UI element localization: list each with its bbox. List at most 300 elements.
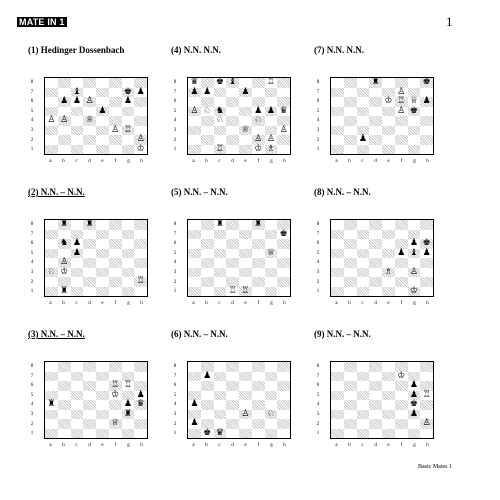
chess-piece-icon: ♖ [123, 380, 132, 391]
chess-piece-icon: ♔ [397, 370, 406, 381]
file-label: g [413, 301, 416, 306]
rank-label: 5 [316, 392, 320, 398]
rank-label: 4 [316, 118, 320, 124]
file-label: g [270, 159, 273, 164]
puzzle-8 [171, 329, 327, 448]
chess-piece-icon: ♚ [215, 77, 224, 88]
file-label: h [283, 443, 286, 448]
chess-piece-icon: ♕ [111, 418, 120, 429]
square-e5 [96, 107, 109, 117]
file-labels [187, 159, 291, 164]
square-f7 [395, 230, 408, 240]
square-g1 [122, 145, 135, 155]
square-d3 [226, 410, 239, 420]
square-a8 [331, 362, 344, 372]
square-h4 [134, 258, 147, 268]
square-g3 [408, 126, 421, 136]
square-d5 [226, 249, 239, 259]
square-g4 [265, 116, 278, 126]
square-b7 [58, 372, 71, 382]
square-e6 [96, 381, 109, 391]
square-b3 [201, 410, 214, 420]
chess-piece-icon: ♞ [60, 238, 69, 249]
square-b4 [58, 400, 71, 410]
square-b7 [344, 230, 357, 240]
square-c1 [71, 145, 84, 155]
square-f2 [395, 135, 408, 145]
rank-label: 1 [173, 147, 177, 153]
square-f6 [252, 381, 265, 391]
square-c3 [214, 126, 227, 136]
file-labels [187, 443, 291, 448]
chess-piece-icon: ♕ [266, 247, 275, 258]
rank-label: 8 [316, 222, 320, 227]
square-g1 [408, 287, 421, 297]
chess-board [330, 361, 434, 439]
chess-piece-icon: ♚ [422, 238, 431, 249]
rank-label: 2 [173, 137, 177, 143]
square-h6 [134, 239, 147, 249]
square-b6 [58, 97, 71, 107]
square-f5 [109, 249, 122, 259]
square-d3 [369, 268, 382, 278]
square-e7 [96, 372, 109, 382]
square-c2 [71, 419, 84, 429]
square-d5 [226, 391, 239, 401]
rank-label: 1 [173, 431, 177, 437]
square-h1 [420, 287, 433, 297]
rank-label: 6 [316, 241, 320, 247]
chess-piece-icon: ♘ [47, 266, 56, 277]
square-h2 [277, 135, 290, 145]
square-a7 [45, 230, 58, 240]
square-a3 [45, 268, 58, 278]
square-e3 [382, 268, 395, 278]
square-c7 [357, 230, 370, 240]
square-f1 [109, 145, 122, 155]
puzzle-4 [28, 187, 184, 306]
square-b5 [201, 391, 214, 401]
rank-label: 3 [316, 269, 320, 275]
rank-label: 5 [30, 250, 34, 256]
square-f7 [109, 230, 122, 240]
chess-piece-icon: ♖ [241, 285, 250, 296]
file-label: g [127, 301, 130, 306]
file-label: e [387, 301, 390, 306]
rank-label: 5 [173, 108, 177, 114]
square-c2 [71, 277, 84, 287]
square-e8 [239, 362, 252, 372]
square-c8 [357, 220, 370, 230]
square-h2 [420, 135, 433, 145]
rank-label: 3 [30, 127, 34, 133]
rank-label: 7 [30, 231, 34, 237]
square-c3 [357, 268, 370, 278]
square-f2 [109, 419, 122, 429]
file-label: h [426, 443, 429, 448]
square-g6 [122, 97, 135, 107]
rank-labels [171, 78, 179, 155]
square-a4 [188, 258, 201, 268]
chess-piece-icon: ♟ [203, 86, 212, 97]
square-d4 [226, 400, 239, 410]
square-c5 [71, 249, 84, 259]
square-a5 [188, 107, 201, 117]
square-d5 [226, 107, 239, 117]
square-c5 [71, 391, 84, 401]
file-label: d [231, 301, 234, 306]
rank-label: 1 [316, 289, 320, 295]
square-f5 [395, 249, 408, 259]
rank-label: 6 [30, 99, 34, 105]
square-f8 [109, 220, 122, 230]
rank-label: 8 [173, 364, 177, 369]
puzzle-3 [314, 45, 470, 164]
square-f2 [395, 277, 408, 287]
square-c5 [357, 249, 370, 259]
chess-piece-icon: ♙ [136, 134, 145, 145]
rank-label: 5 [316, 250, 320, 256]
square-c6 [214, 239, 227, 249]
square-a3 [45, 410, 58, 420]
square-h5 [277, 107, 290, 117]
square-c4 [357, 258, 370, 268]
rank-label: 7 [30, 373, 34, 379]
square-c8 [214, 362, 227, 372]
square-a2 [188, 277, 201, 287]
chess-piece-icon: ♟ [72, 238, 81, 249]
square-e4 [382, 116, 395, 126]
square-d4 [83, 116, 96, 126]
square-a2 [331, 277, 344, 287]
square-h5 [420, 107, 433, 117]
square-c6 [71, 381, 84, 391]
file-labels [44, 443, 148, 448]
rank-label: 5 [173, 392, 177, 398]
square-h3 [420, 126, 433, 136]
chess-piece-icon: ♟ [422, 247, 431, 258]
puzzle-6 [314, 187, 470, 306]
square-d1 [369, 287, 382, 297]
square-g8 [265, 78, 278, 88]
square-h1 [134, 429, 147, 439]
square-d5 [83, 249, 96, 259]
square-h3 [420, 268, 433, 278]
rank-label: 5 [30, 108, 34, 114]
square-g6 [265, 381, 278, 391]
square-d1 [369, 429, 382, 439]
file-label: b [205, 301, 208, 306]
square-d1 [83, 429, 96, 439]
square-d4 [226, 258, 239, 268]
square-b6 [344, 381, 357, 391]
chess-piece-icon: ♟ [190, 418, 199, 429]
square-c1 [357, 287, 370, 297]
square-e7 [382, 230, 395, 240]
square-h5 [420, 391, 433, 401]
square-e3 [239, 268, 252, 278]
square-a4 [331, 258, 344, 268]
square-h2 [420, 419, 433, 429]
square-d4 [369, 258, 382, 268]
square-b6 [201, 239, 214, 249]
square-e6 [382, 381, 395, 391]
square-e8 [382, 78, 395, 88]
square-e6 [96, 239, 109, 249]
rank-label: 1 [30, 431, 34, 437]
square-b4 [201, 116, 214, 126]
chess-piece-icon: ♟ [358, 134, 367, 145]
chess-piece-icon: ♜ [215, 219, 224, 230]
square-d8 [226, 220, 239, 230]
file-label: e [244, 159, 247, 164]
square-c7 [214, 88, 227, 98]
square-f1 [395, 145, 408, 155]
square-b3 [201, 268, 214, 278]
square-e6 [239, 97, 252, 107]
file-label: e [244, 301, 247, 306]
file-label: a [192, 159, 195, 164]
rank-label: 2 [173, 421, 177, 427]
square-h7 [134, 372, 147, 382]
square-b2 [344, 135, 357, 145]
square-c7 [357, 372, 370, 382]
square-c3 [214, 410, 227, 420]
square-g8 [408, 220, 421, 230]
square-a3 [331, 268, 344, 278]
square-h7 [134, 88, 147, 98]
chess-piece-icon: ♛ [190, 77, 199, 88]
rank-label: 1 [173, 289, 177, 295]
square-e8 [239, 220, 252, 230]
rank-label: 1 [30, 289, 34, 295]
square-d7 [226, 372, 239, 382]
chess-piece-icon: ♛ [136, 399, 145, 410]
rank-label: 3 [316, 127, 320, 133]
rank-label: 8 [316, 364, 320, 369]
square-c3 [71, 410, 84, 420]
square-g8 [408, 78, 421, 88]
square-g5 [122, 107, 135, 117]
square-b6 [58, 381, 71, 391]
square-c3 [357, 410, 370, 420]
rank-label: 3 [316, 411, 320, 417]
square-e1 [239, 145, 252, 155]
square-f2 [252, 277, 265, 287]
square-d2 [226, 419, 239, 429]
square-e8 [382, 362, 395, 372]
file-label: e [101, 443, 104, 448]
square-a7 [188, 372, 201, 382]
rank-label: 7 [316, 231, 320, 237]
file-label: f [400, 443, 403, 448]
square-b5 [344, 107, 357, 117]
square-a7 [331, 88, 344, 98]
file-label: g [413, 443, 416, 448]
square-b3 [344, 126, 357, 136]
chess-piece-icon: ♖ [215, 143, 224, 154]
square-a2 [45, 277, 58, 287]
chess-piece-icon: ♞ [215, 105, 224, 116]
chess-piece-icon: ♜ [47, 399, 56, 410]
square-a4 [45, 400, 58, 410]
chess-piece-icon: ♔ [136, 143, 145, 154]
square-a6 [45, 381, 58, 391]
square-f4 [252, 116, 265, 126]
chess-piece-icon: ♖ [136, 276, 145, 287]
chess-piece-icon: ♟ [241, 86, 250, 97]
square-d5 [83, 391, 96, 401]
rank-label: 4 [316, 402, 320, 408]
square-g8 [408, 362, 421, 372]
square-f3 [395, 410, 408, 420]
square-h7 [277, 88, 290, 98]
square-c3 [71, 126, 84, 136]
square-c5 [214, 391, 227, 401]
square-b8 [58, 78, 71, 88]
square-f6 [109, 97, 122, 107]
chess-board [44, 361, 148, 439]
square-d1 [83, 287, 96, 297]
square-e2 [96, 277, 109, 287]
square-d3 [226, 126, 239, 136]
square-g1 [408, 145, 421, 155]
square-b3 [58, 126, 71, 136]
chess-piece-icon: ♟ [98, 105, 107, 116]
chess-piece-icon: ♟ [123, 399, 132, 410]
square-f7 [252, 230, 265, 240]
square-d1 [369, 145, 382, 155]
chess-piece-icon: ♖ [266, 77, 275, 88]
file-label: c [361, 443, 364, 448]
square-g3 [265, 410, 278, 420]
square-c6 [357, 239, 370, 249]
square-f1 [395, 287, 408, 297]
chess-piece-icon: ♙ [266, 134, 275, 145]
square-a7 [331, 372, 344, 382]
square-f8 [109, 362, 122, 372]
square-b6 [58, 239, 71, 249]
square-e1 [382, 287, 395, 297]
rank-labels [171, 362, 179, 439]
square-b5 [344, 391, 357, 401]
square-e2 [96, 419, 109, 429]
square-e3 [96, 126, 109, 136]
square-f1 [395, 429, 408, 439]
square-a1 [331, 145, 344, 155]
square-a1 [45, 287, 58, 297]
square-d6 [226, 381, 239, 391]
rank-label: 8 [173, 222, 177, 227]
square-b1 [344, 287, 357, 297]
puzzle-title: (8) N.N. – N.N. [314, 187, 371, 197]
rank-label: 6 [173, 241, 177, 247]
square-b3 [58, 268, 71, 278]
chess-piece-icon: ♟ [409, 380, 418, 391]
square-b6 [344, 97, 357, 107]
square-e4 [382, 400, 395, 410]
square-h8 [134, 220, 147, 230]
square-d5 [369, 391, 382, 401]
square-h1 [420, 145, 433, 155]
square-d2 [83, 419, 96, 429]
square-a7 [45, 88, 58, 98]
square-h1 [420, 429, 433, 439]
square-b4 [344, 258, 357, 268]
square-f5 [395, 391, 408, 401]
square-h8 [420, 220, 433, 230]
chess-board [330, 77, 434, 155]
square-a1 [45, 429, 58, 439]
file-label: h [426, 301, 429, 306]
rank-label: 4 [30, 118, 34, 124]
square-g5 [265, 249, 278, 259]
square-f5 [252, 391, 265, 401]
chess-piece-icon: ♛ [279, 105, 288, 116]
square-f4 [395, 116, 408, 126]
file-label: d [88, 301, 91, 306]
square-e4 [96, 400, 109, 410]
square-f3 [395, 126, 408, 136]
chess-piece-icon: ♟ [266, 105, 275, 116]
square-f3 [252, 268, 265, 278]
square-g7 [265, 372, 278, 382]
file-label: a [49, 159, 52, 164]
chess-piece-icon: ♙ [47, 115, 56, 126]
square-h7 [277, 230, 290, 240]
square-e1 [382, 429, 395, 439]
square-c2 [214, 277, 227, 287]
square-c4 [71, 258, 84, 268]
square-h3 [134, 410, 147, 420]
square-h1 [277, 287, 290, 297]
chess-piece-icon: ♟ [60, 96, 69, 107]
rank-label: 7 [173, 231, 177, 237]
file-label: a [335, 443, 338, 448]
file-labels [330, 301, 434, 306]
chess-piece-icon: ♖ [422, 389, 431, 400]
square-a3 [188, 268, 201, 278]
square-b1 [58, 429, 71, 439]
square-b4 [201, 400, 214, 410]
rank-label: 7 [30, 89, 34, 95]
square-f1 [109, 287, 122, 297]
square-f8 [252, 362, 265, 372]
square-h4 [277, 258, 290, 268]
square-b6 [201, 381, 214, 391]
file-label: h [283, 159, 286, 164]
square-d8 [83, 78, 96, 88]
square-d3 [83, 268, 96, 278]
square-f8 [252, 78, 265, 88]
rank-label: 4 [173, 260, 177, 266]
square-a2 [331, 135, 344, 145]
rank-label: 3 [30, 269, 34, 275]
puzzle-title: (1) Hedinger Dossenbach [28, 45, 125, 55]
chess-board [330, 219, 434, 297]
square-a8 [45, 78, 58, 88]
square-e2 [382, 277, 395, 287]
square-d4 [369, 400, 382, 410]
file-label: g [270, 443, 273, 448]
square-a3 [331, 126, 344, 136]
square-b7 [201, 372, 214, 382]
rank-label: 6 [173, 383, 177, 389]
square-c8 [71, 220, 84, 230]
rank-label: 3 [173, 269, 177, 275]
square-d6 [83, 381, 96, 391]
chess-piece-icon: ♕ [85, 115, 94, 126]
